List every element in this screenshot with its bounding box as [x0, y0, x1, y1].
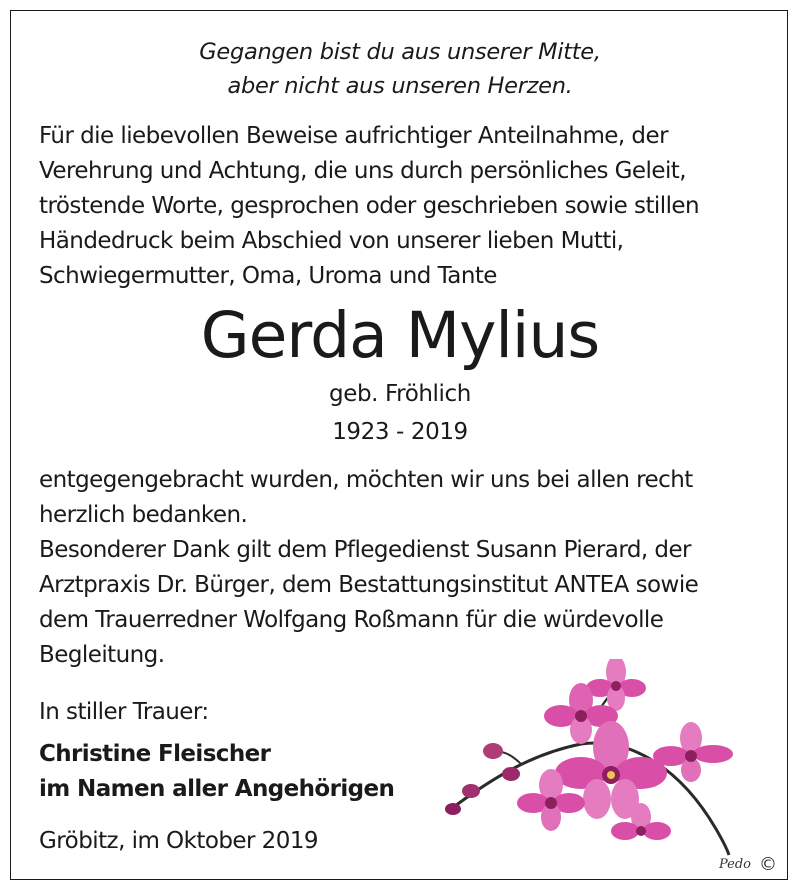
orchid-icon — [431, 659, 761, 859]
copyright-symbol: © — [759, 854, 777, 875]
motto-line-2: aber nicht aus unseren Herzen. — [227, 73, 573, 99]
thanks-line: entgegengebracht wurden, möchten wir uns bei allen recht — [39, 467, 693, 493]
motto-line-1: Gegangen bist du aus unserer Mitte, — [199, 39, 601, 65]
thanks-line: Arztpraxis Dr. Bürger, dem Bestattungsinstitut ANTEA sowie — [39, 572, 699, 598]
signer-line: im Namen aller Angehörigen — [39, 776, 395, 802]
signer-line: Christine Fleischer — [39, 741, 271, 767]
thanks-line: dem Trauerredner Wolfgang Roßmann für die würdevolle — [39, 607, 664, 633]
intro-line: Schwiegermutter, Oma, Uroma und Tante — [39, 263, 497, 289]
thanks-line: Begleitung. — [39, 642, 165, 668]
place-date: Gröbitz, im Oktober 2019 — [39, 828, 319, 854]
intro-line: Händedruck beim Abschied von unserer lieben Mutti, — [39, 228, 624, 254]
thanks-line: herzlich bedanken. — [39, 502, 248, 528]
artist-credit — [719, 854, 777, 875]
artist-signature: Pedo — [718, 857, 751, 872]
deceased-name: Gerda Mylius — [200, 299, 600, 372]
life-years: 1923 - 2019 — [332, 419, 468, 445]
mourning-label: In stiller Trauer: — [39, 699, 209, 725]
obituary-frame — [10, 10, 788, 880]
intro-line: Verehrung und Achtung, die uns durch persönliches Geleit, — [39, 158, 687, 184]
maiden-name: geb. Fröhlich — [329, 381, 471, 407]
intro-line: tröstende Worte, gesprochen oder geschrieben sowie stillen — [39, 193, 700, 219]
thanks-line: Besonderer Dank gilt dem Pflegedienst Susann Pierard, der — [39, 537, 691, 563]
intro-line: Für die liebevollen Beweise aufrichtiger Anteilnahme, der — [39, 123, 668, 149]
